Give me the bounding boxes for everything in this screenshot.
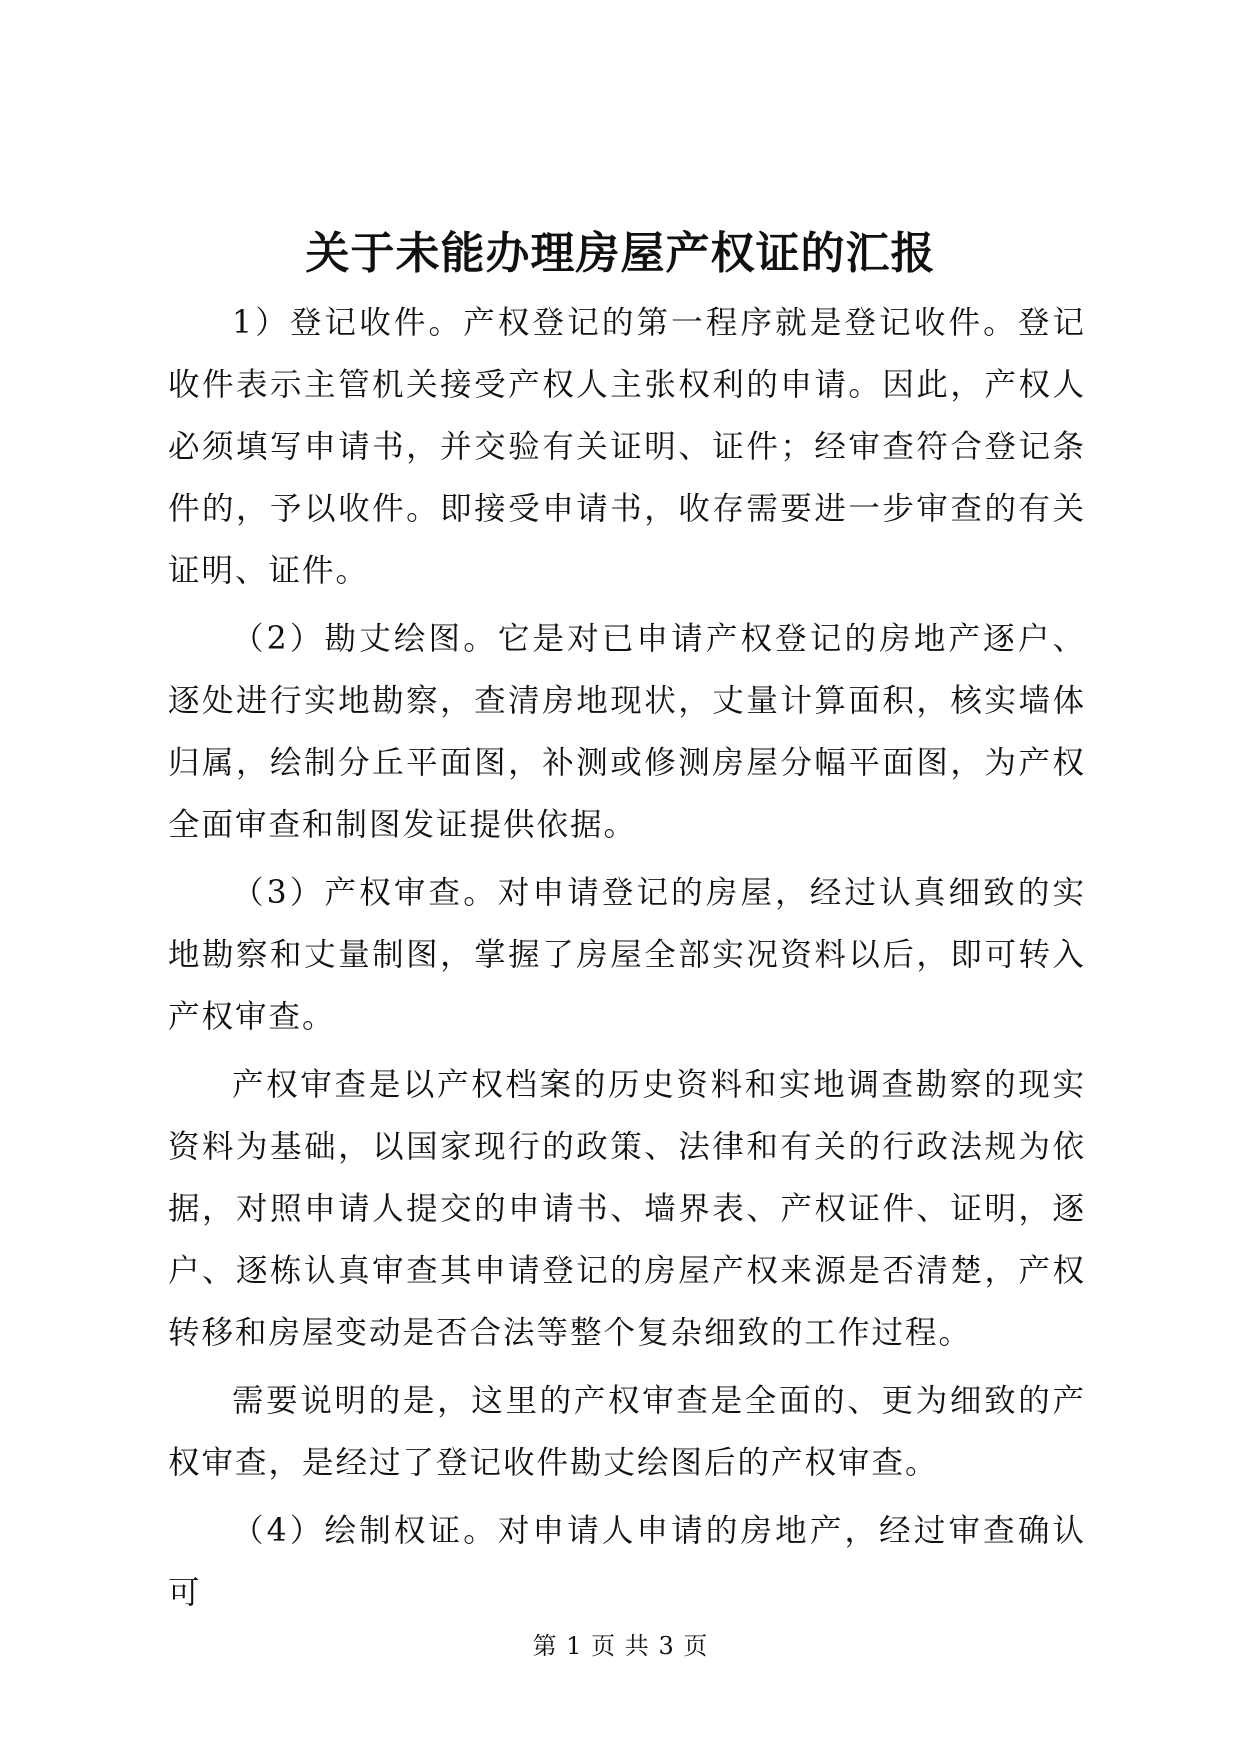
paragraph-certificate-drawing: （4）绘制权证。对申请人申请的房地产，经过审查确认可 — [168, 1513, 1086, 1611]
paragraph-survey-drawing: （2）勘丈绘图。它是对已申请产权登记的房地产逐户、逐处进行实地勘察，查清房地现状，丈量计算面积，核实墙体归属，绘制分丘平面图，补测或修测房屋分幅平面图，为产权全面审查和制图发证提供依据。 — [168, 621, 1086, 843]
document-body — [168, 292, 1086, 1630]
document-title: 关于未能办理房屋产权证的汇报 — [305, 228, 936, 279]
paragraph-registration: 1）登记收件。产权登记的第一程序就是登记收件。登记收件表示主管机关接受产权人主张权利的申请。因此，产权人必须填写申请书，并交验有关证明、证件；经审查符合登记条件的，予以收件。即接受申请书，收存需要进一步审查的有关证明、证件。 — [168, 305, 1086, 589]
paragraph-review-note: 需要说明的是，这里的产权审查是全面的、更为细致的产权审查，是经过了登记收件勘丈绘图后的产权审查。 — [168, 1383, 1086, 1481]
page-number: 第 1 页 共 3 页 — [532, 1632, 709, 1660]
paragraph-review-definition: 产权审查是以产权档案的历史资料和实地调查勘察的现实资料为基础，以国家现行的政策、法律和有关的行政法规为依据，对照申请人提交的申请书、墙界表、产权证件、证明，逐户、逐栋认真审查其申请登记的房屋产权来源是否清楚，产权转移和房屋变动是否合法等整个复杂细致的工作过程。 — [168, 1067, 1086, 1351]
paragraph-title-review: （3）产权审查。对申请登记的房屋，经过认真细致的实地勘察和丈量制图，掌握了房屋全部实况资料以后，即可转入产权审查。 — [168, 875, 1086, 1035]
